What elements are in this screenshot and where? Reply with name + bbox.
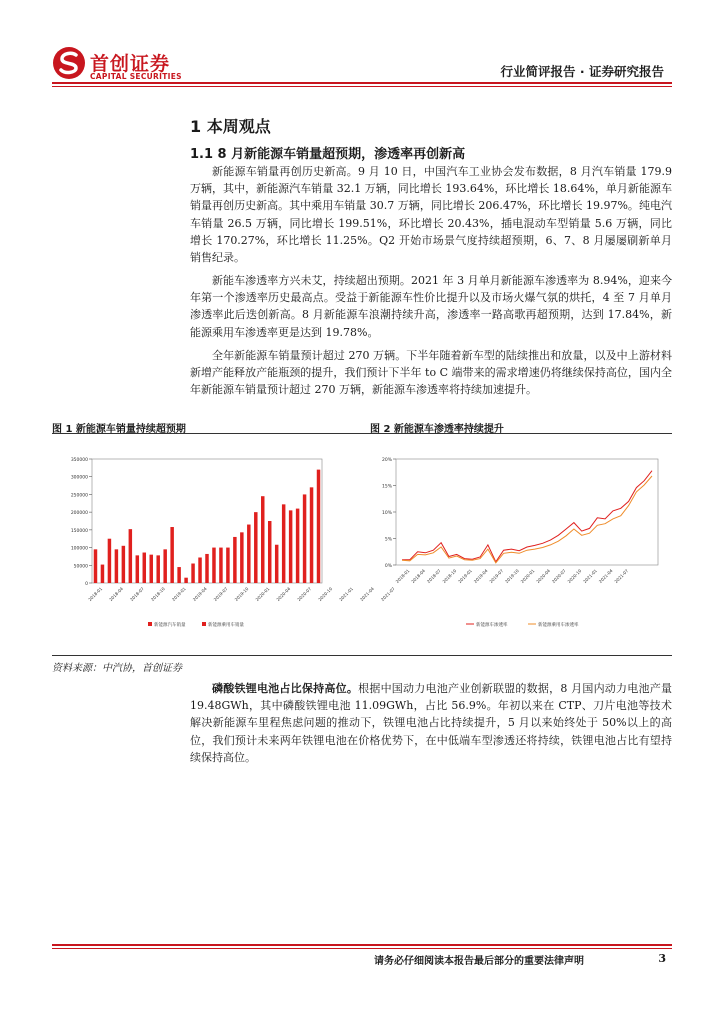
section-title: 1 本周观点 <box>190 117 271 136</box>
y-tick-label: 0 <box>85 582 88 587</box>
y-tick-label: 5% <box>384 537 392 543</box>
x-tick-label: 2019-01 <box>457 568 474 585</box>
bar <box>205 554 208 583</box>
y-tick-label: 150000 <box>70 528 88 534</box>
figure-source: 资料来源：中汽协，首创证券 <box>52 663 182 674</box>
x-tick-label: 2019-04 <box>191 586 208 603</box>
section-subtitle: 1.1 8 月新能源车销量超预期，渗透率再创新高 <box>190 147 466 162</box>
bar <box>226 548 229 583</box>
report-type: 行业简评报告 · 证券研究报告 <box>500 64 664 79</box>
x-tick-label: 2020-04 <box>275 586 292 603</box>
x-tick-label: 2019-07 <box>488 568 505 585</box>
source-rule <box>52 655 672 656</box>
page-number: 3 <box>658 952 666 965</box>
x-tick-label: 2021-04 <box>359 586 375 603</box>
bar <box>233 537 236 583</box>
footer-rule <box>52 944 672 946</box>
x-tick-label: 2021-04 <box>597 568 614 585</box>
x-tick-label: 2020-10 <box>317 586 334 603</box>
legend-swatch <box>148 622 152 626</box>
penetration-line-chart <box>370 445 670 645</box>
y-tick-label: 0% <box>384 564 392 569</box>
paragraph-sales: 新能源车销量再创历史新高。9 月 10 日，中国汽车工业协会发布数据，8 月汽车销量 179.9 万辆，其中，新能源汽车销量 32.1 万辆，同比增长 193.64%，环比增长 18.64%，单月新能源车销量再创历史新高。其中乘用车销量 30.7 万辆，同比增长 206.47%，环比增长 19.97%。纯电汽车销量 26.5 万辆，同比增长 199.51%，环比增长 20.43%，插电混动车型销量 5.6 万辆，同比增长 170.27%，环比增长 11.25%。Q2 开始市场景气度持续超预期，6、7、8 月屡屡刷新单月销售纪录。 <box>190 165 672 265</box>
x-tick-label: 2021-01 <box>338 586 355 603</box>
paragraph-forecast: 全年新能源车销量预计超过 270 万辆。下半年随着新车型的陆续推出和放量，以及中上游材料新增产能释放产能瓶颈的提升，我们预计下半年 to C 端带来的需求增速仍将继续保持高位，国内全年新能源车销量预计超过 270 万辆，新能源车渗透率将持续加速提升。 <box>190 349 672 397</box>
bar <box>275 545 278 583</box>
sales-bar-chart <box>52 445 396 645</box>
bar <box>310 487 313 583</box>
bar <box>108 539 111 583</box>
x-tick-label: 2019-10 <box>233 586 250 603</box>
paragraph-lfp-lead: 磷酸铁锂电池占比保持高位。 <box>212 682 359 695</box>
header-rule-thin <box>52 86 672 87</box>
plot-frame <box>396 459 658 565</box>
y-tick-label: 350000 <box>70 458 88 463</box>
bar <box>296 509 299 583</box>
y-tick-label: 200000 <box>70 511 88 517</box>
legal-disclaimer: 请务必仔细阅读本报告最后部分的重要法律声明 <box>374 956 584 967</box>
paragraph-penetration: 新能车渗透率方兴未艾，持续超出预期。2021 年 3 月单月新能源车渗透率为 8.94%，迎来今年第一个渗透率历史最高点。受益于新能源车性价比提升以及市场火爆气氛的烘托，4 至 7 月单月渗透率此后迭创新高。8 月新能源车浪潮持续升高，渗透率一路高歌再超预期，达到 17.84%，新能源乘用车渗透率更是达到 19.78%。 <box>190 274 672 339</box>
bar <box>303 494 306 583</box>
footer-rule-thin <box>52 948 672 949</box>
bar <box>254 512 257 583</box>
paragraph-lfp-body: 根据中国动力电池产业创新联盟的数据，8 月国内动力电池产量 19.48GWh，其中磷酸铁锂电池 11.09GWh，占比 56.9%。年初以来在 CTP、刀片电池等技术解决新能源车里程焦虑问题的推动下，铁锂电池占比持续提升，5 月以来始终处于 50%以上的高位，我们预计未来两年铁锂电池在价格优势下，在中低端车型渗透还将持续，铁锂电池占比有望持续保持高位。 <box>190 682 672 764</box>
x-tick-label: 2018-01 <box>394 568 411 585</box>
x-tick-label: 2020-10 <box>566 568 583 585</box>
bar <box>212 548 215 583</box>
series-line <box>402 476 652 563</box>
x-tick-label: 2018-07 <box>425 568 442 585</box>
y-tick-label: 15% <box>381 484 392 490</box>
bar <box>122 546 125 583</box>
figure-top-rule <box>52 433 672 434</box>
x-tick-label: 2018-10 <box>149 586 166 603</box>
legend-label: 新能源乘用车渗透率 <box>538 623 579 628</box>
legend-swatch <box>202 622 206 626</box>
x-tick-label: 2020-01 <box>519 568 536 585</box>
x-tick-label: 2018-10 <box>441 568 458 585</box>
legend-label: 新能源汽车销量 <box>154 623 186 628</box>
bar <box>268 521 271 583</box>
bar <box>163 549 166 583</box>
logo-mark-icon <box>52 46 86 80</box>
figure-2-title: 图 2 新能源车渗透率持续提升 <box>370 424 504 435</box>
bar <box>136 555 139 583</box>
x-tick-label: 2018-07 <box>129 586 145 603</box>
bar <box>150 555 153 583</box>
bar <box>219 548 222 583</box>
bar <box>184 578 187 583</box>
bar <box>101 565 104 583</box>
bar <box>170 527 173 583</box>
y-tick-label: 20% <box>381 458 392 463</box>
bar <box>247 525 250 583</box>
x-tick-label: 2021-01 <box>582 568 599 585</box>
x-tick-label: 2021-07 <box>613 568 630 585</box>
x-tick-label: 2020-07 <box>550 568 567 585</box>
x-tick-label: 2018-01 <box>87 586 104 603</box>
y-tick-label: 50000 <box>73 564 88 570</box>
legend-label: 新能源乘用车销量 <box>208 623 244 628</box>
x-tick-label: 2019-10 <box>503 568 520 585</box>
x-tick-label: 2020-04 <box>535 568 552 585</box>
bar <box>94 549 97 583</box>
header-rule <box>52 82 672 84</box>
bar <box>240 532 243 583</box>
x-tick-label: 2019-01 <box>170 586 187 603</box>
figure-1-title: 图 1 新能源车销量持续超预期 <box>52 424 186 435</box>
x-tick-label: 2021-07 <box>379 586 396 603</box>
y-tick-label: 10% <box>381 511 392 516</box>
bar <box>177 567 180 583</box>
company-logo <box>52 46 222 86</box>
x-tick-label: 2019-04 <box>472 568 489 585</box>
bar <box>191 564 194 583</box>
x-tick-label: 2020-01 <box>254 586 271 603</box>
bar <box>115 549 118 583</box>
logo-text-en: CAPITAL SECURITIES <box>90 72 182 81</box>
bar <box>282 504 285 583</box>
paragraph-lfp <box>190 680 672 766</box>
x-tick-label: 2020-07 <box>296 586 313 603</box>
bar <box>317 470 320 583</box>
bar <box>198 557 201 583</box>
bar <box>261 496 264 583</box>
logo-text-cn: 首创证券 <box>90 53 171 75</box>
bar <box>289 510 292 583</box>
bar <box>156 555 159 583</box>
y-tick-label: 100000 <box>70 546 88 552</box>
bar <box>143 553 146 583</box>
bar <box>129 529 132 583</box>
x-tick-label: 2018-04 <box>410 568 427 585</box>
x-tick-label: 2018-04 <box>108 586 125 603</box>
y-tick-label: 250000 <box>70 493 88 499</box>
x-tick-label: 2019-07 <box>212 586 229 603</box>
y-tick-label: 300000 <box>70 475 88 481</box>
legend-label: 新能源车渗透率 <box>476 623 508 628</box>
